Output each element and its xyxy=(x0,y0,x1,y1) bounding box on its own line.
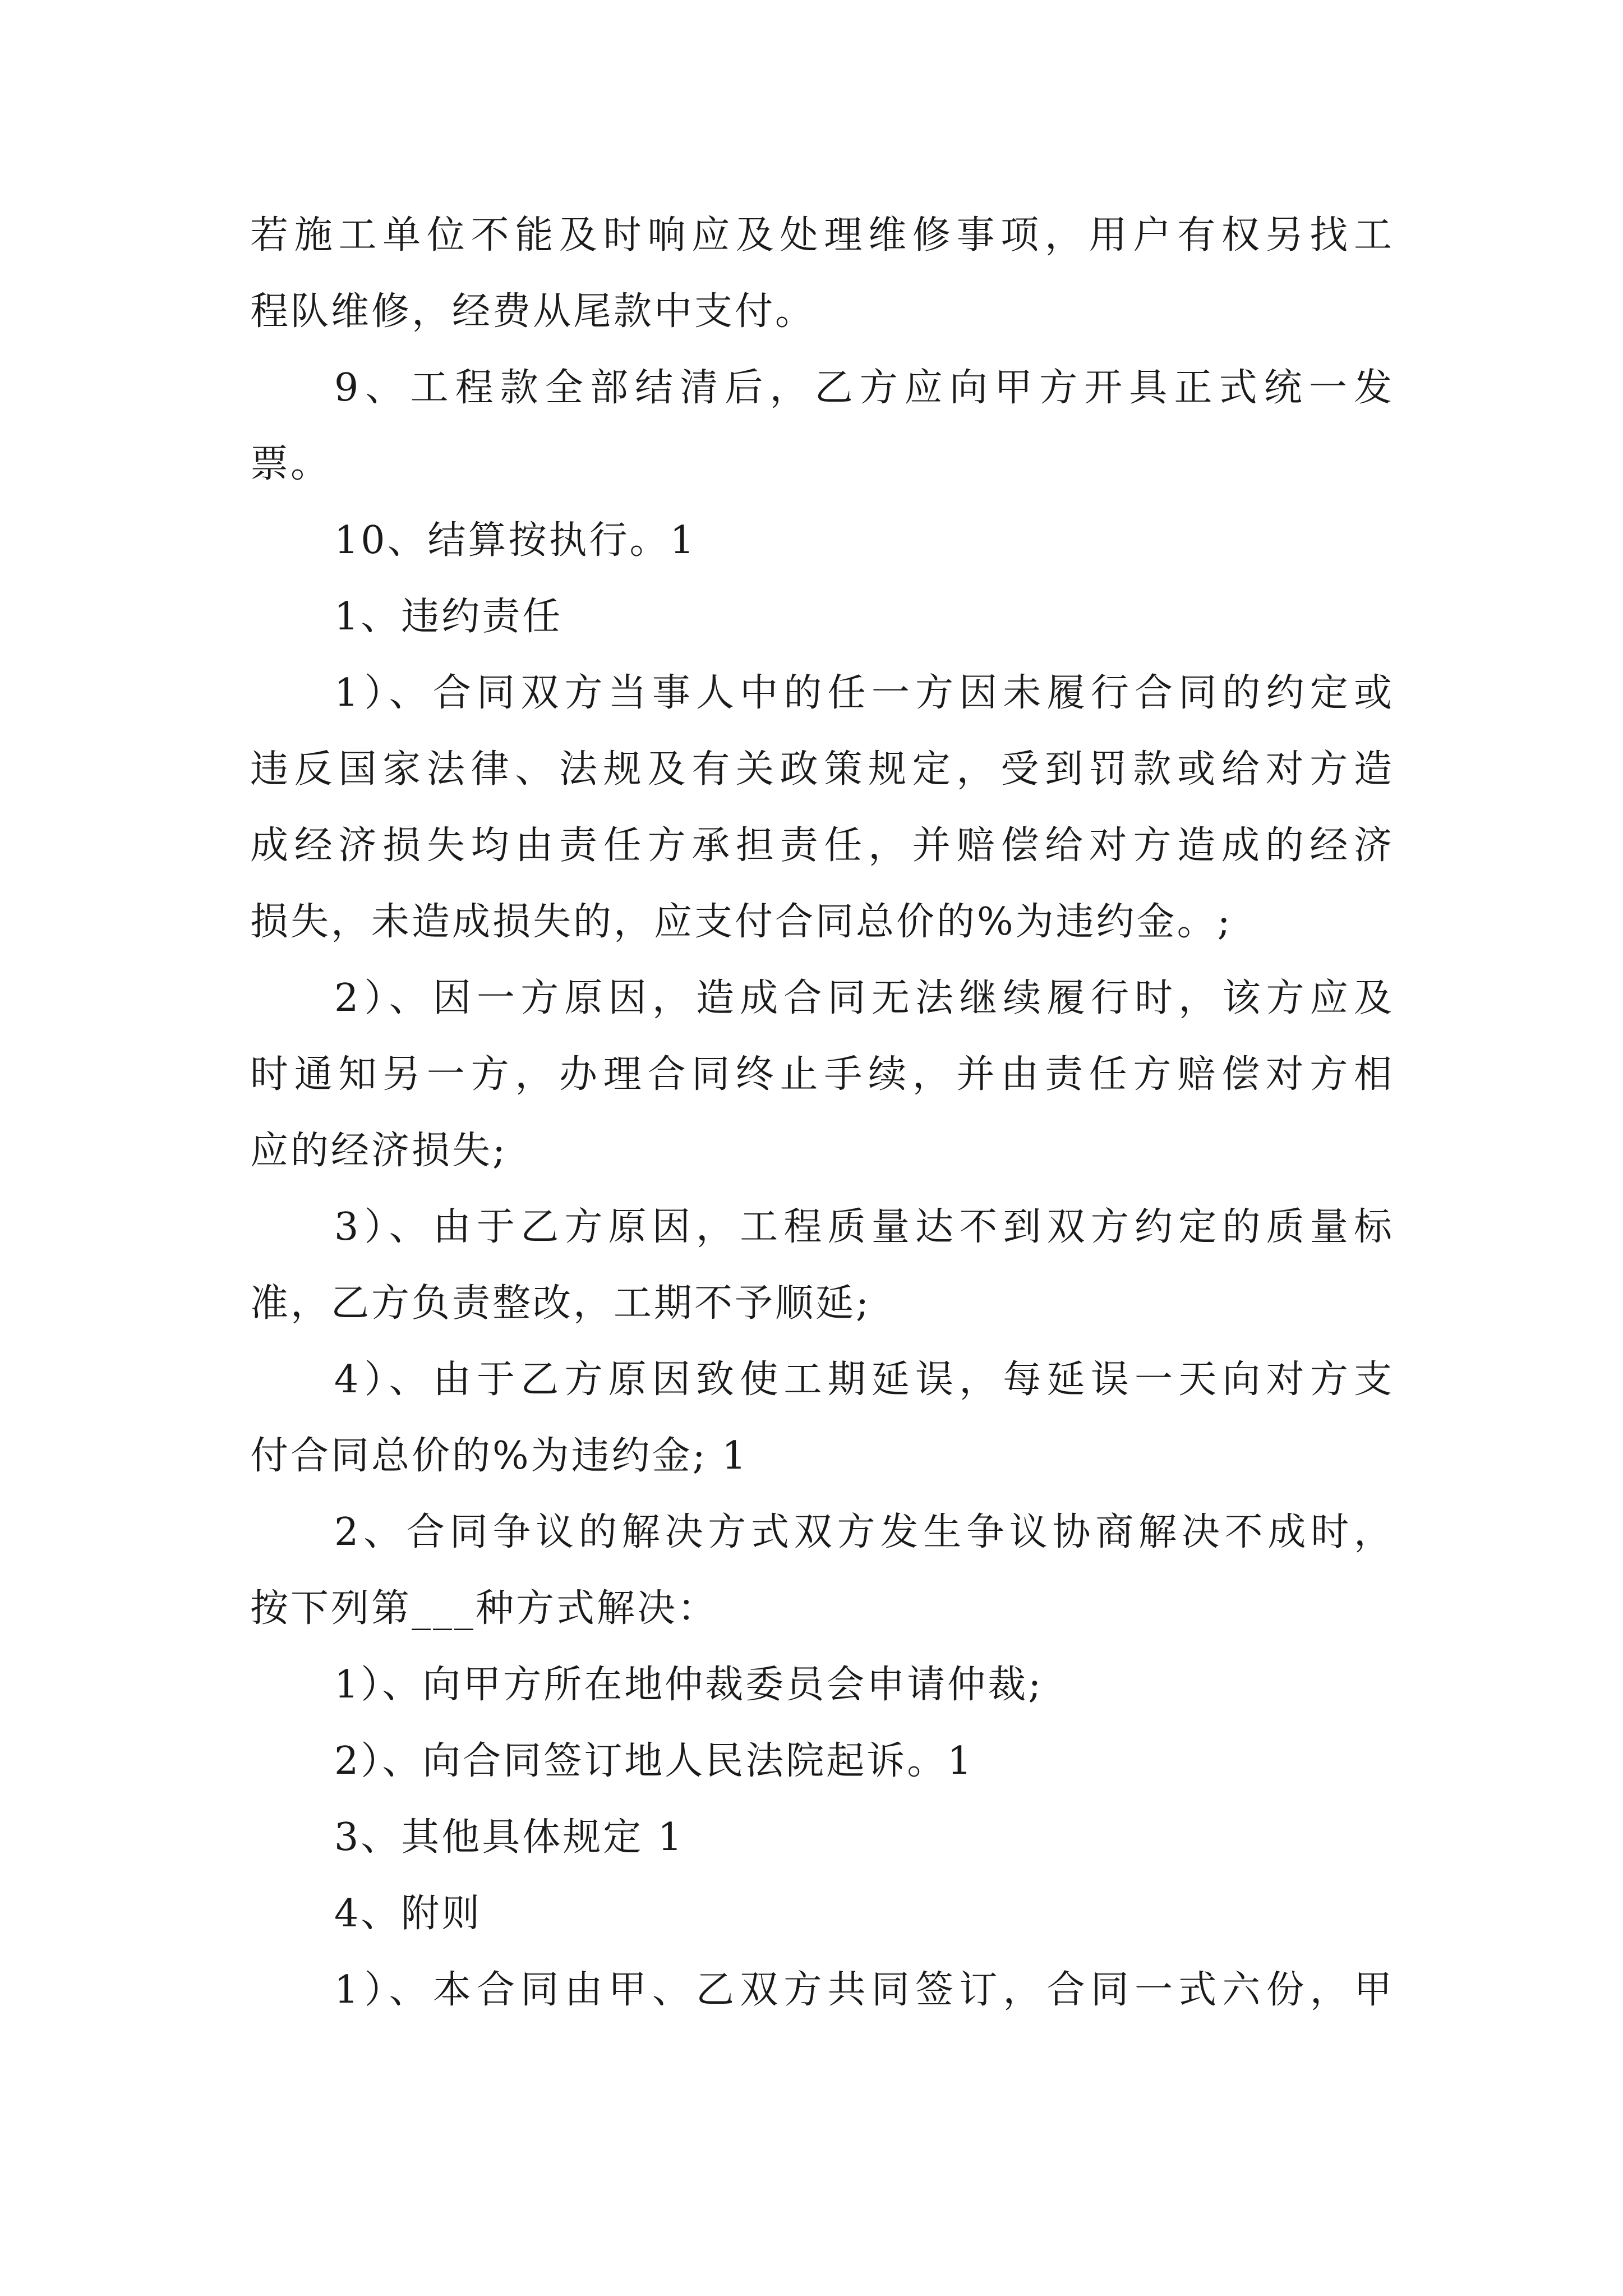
text-line: 3）、由于乙方原因，工程质量达不到双方约定的质量标 xyxy=(334,1205,1394,1249)
text-line: 1）、本合同由甲、乙双方共同签订，合同一式六份，甲 xyxy=(334,1968,1394,2012)
text-line: 10、结算按执行。1 xyxy=(334,518,697,563)
text-line: 2）、因一方原因，造成合同无法继续履行时，该方应及 xyxy=(334,976,1394,1020)
text-line: 3、其他具体规定 1 xyxy=(334,1815,685,1860)
text-line: 按下列第___种方式解决： xyxy=(250,1586,718,1631)
text-line: 2、合同争议的解决方式双方发生争议协商解决不成时， xyxy=(334,1510,1394,1554)
text-line: 付合同总价的%为违约金; 1 xyxy=(250,1434,749,1478)
text-line: 1、违约责任 xyxy=(334,595,563,639)
text-line: 4）、由于乙方原因致使工期延误，每延误一天向对方支 xyxy=(334,1358,1394,1402)
text-line: 损失，未造成损失的，应支付合同总价的%为违约金。; xyxy=(250,900,1233,944)
text-line: 时通知另一方，办理合同终止手续，并由责任方赔偿对方相 xyxy=(250,1052,1394,1097)
text-line: 9、工程款全部结清后，乙方应向甲方开具正式统一发 xyxy=(334,366,1394,410)
text-line: 1）、合同双方当事人中的任一方因未履行合同的约定或 xyxy=(334,671,1394,715)
text-line: 违反国家法律、法规及有关政策规定，受到罚款或给对方造 xyxy=(250,747,1394,792)
text-line: 若施工单位不能及时响应及处理维修事项，用户有权另找工 xyxy=(250,213,1394,257)
text-line: 准，乙方负责整改，工期不予顺延; xyxy=(250,1281,871,1326)
text-line: 票。 xyxy=(250,442,331,486)
text-line: 成经济损失均由责任方承担责任，并赔偿给对方造成的经济 xyxy=(250,823,1394,868)
text-line: 应的经济损失; xyxy=(250,1129,508,1173)
text-line: 1）、向甲方所在地仲裁委员会申请仲裁; xyxy=(334,1663,1044,1707)
text-line: 4、附则 xyxy=(334,1892,482,1936)
text-line: 2）、向合同签订地人民法院起诉。1 xyxy=(334,1739,974,1783)
text-line: 程队维修，经费从尾款中支付。 xyxy=(250,289,816,334)
